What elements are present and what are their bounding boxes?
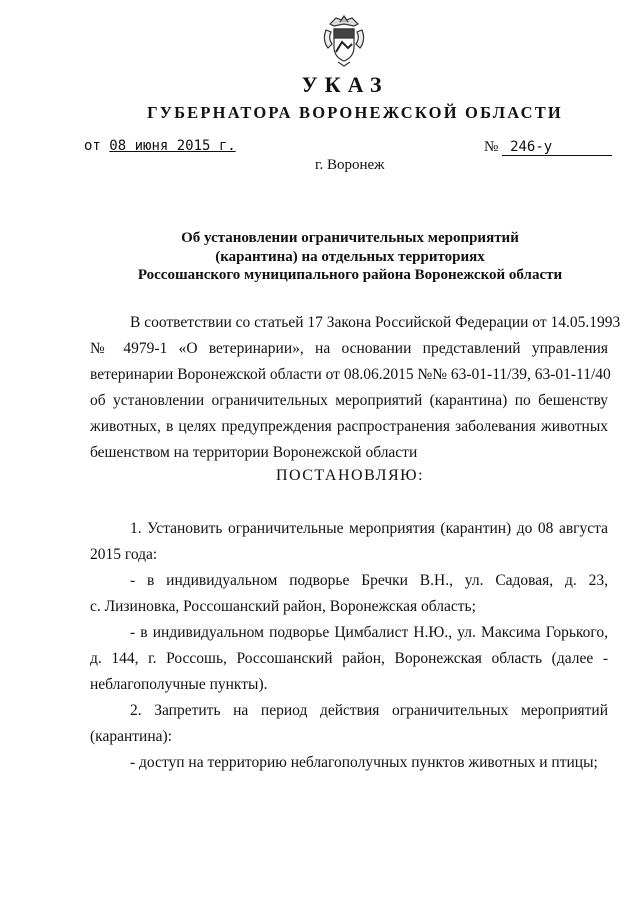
item-line: - в индивидуальном подворье Цимбалист Н.Ю., ул. Максима Горького, — [130, 624, 608, 641]
number-value: 246-у — [502, 139, 612, 156]
date-value: 08 июня 2015 г. — [109, 138, 236, 154]
preamble-line: № 4979-1 «О ветеринарии», на основании представлений управления — [90, 340, 608, 357]
decree-word: ПОСТАНОВЛЯЮ: — [275, 467, 425, 484]
date-prefix: от — [84, 138, 101, 154]
preamble-line: ветеринарии Воронежской области от 08.06.2015 №№ 63-01-11/39, 63-01-11/40 — [90, 366, 611, 383]
item-line: 2. Запретить на период действия ограничительных мероприятий — [130, 702, 608, 719]
preamble-line: бешенством на территории Воронежской области — [90, 444, 418, 461]
number-sign: № — [484, 139, 499, 155]
item-line: д. 144, г. Россошь, Россошанский район, Воронежская область (далее - — [90, 650, 608, 667]
subject-line: Об установлении ограничительных мероприятий — [181, 230, 519, 246]
coat-of-arms-icon — [322, 14, 366, 68]
item-line: неблагополучные пункты). — [90, 676, 268, 693]
document-city: г. Воронеж — [315, 157, 385, 173]
item-line: 1. Установить ограничительные мероприятия (карантин) до 08 августа — [130, 520, 608, 537]
preamble-line: В соответствии со статьей 17 Закона Российской Федерации от 14.05.1993 — [130, 314, 621, 331]
subject-line: (карантина) на отдельных территориях — [215, 248, 485, 265]
item-line: - в индивидуальном подворье Бречки В.Н., ул. Садовая, д. 23, — [130, 572, 608, 589]
subject-line: Россошанского муниципального района Воронежской области — [137, 267, 563, 283]
preamble-line: об установлении ограничительных мероприятий (карантина) по бешенству — [90, 392, 608, 409]
document-title: УКАЗ — [301, 72, 389, 97]
item-line: - доступ на территорию неблагополучных пунктов животных и птицы; — [130, 754, 598, 771]
document-number — [484, 139, 612, 156]
item-line: 2015 года: — [90, 546, 158, 563]
item-line: (карантина): — [90, 728, 172, 745]
document-date — [84, 138, 236, 154]
preamble-line: животных, в целях предупреждения распространения заболевания животных — [90, 418, 608, 435]
document-subtitle: ГУБЕРНАТОРА ВОРОНЕЖСКОЙ ОБЛАСТИ — [147, 103, 563, 122]
document-subject — [0, 229, 640, 285]
item-line: с. Лизиновка, Россошанский район, Воронежская область; — [90, 598, 476, 615]
